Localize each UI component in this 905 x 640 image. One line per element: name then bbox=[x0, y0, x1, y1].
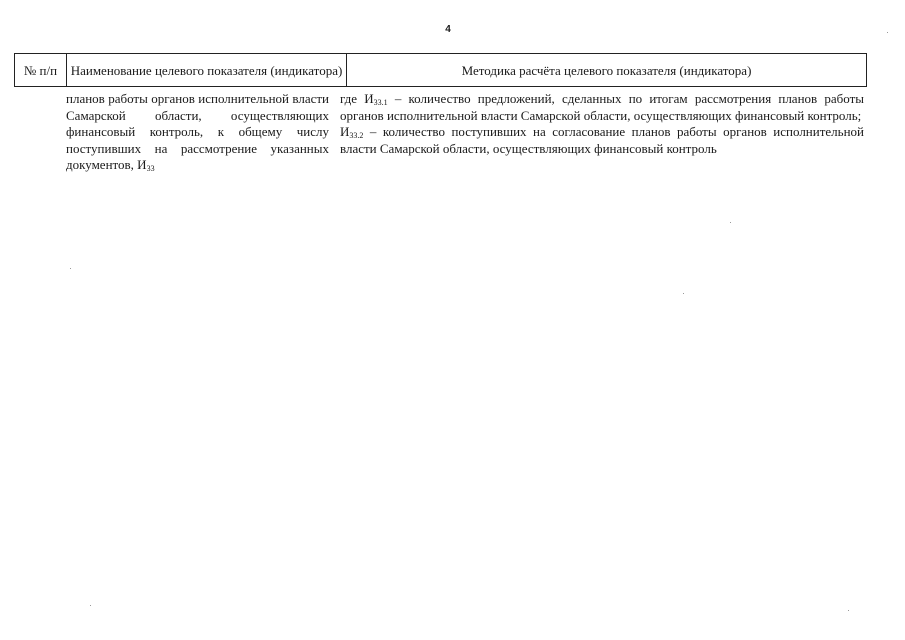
method-definition-1 bbox=[340, 91, 864, 124]
column-header-calculation-method: Методика расчёта целевого показателя (индикатора) bbox=[347, 54, 867, 87]
scan-speck bbox=[848, 610, 849, 611]
method-definition-2-prefix: И bbox=[340, 124, 350, 139]
method-definition-1-prefix: где И bbox=[340, 91, 374, 106]
page-number: 4 bbox=[445, 24, 451, 35]
scan-speck bbox=[70, 268, 71, 269]
indicator-table-header bbox=[14, 53, 867, 87]
indicator-name-text: планов работы органов исполнительной власти Самарской области, осуществляющих финансовый контроль, к общему числу поступивших на рассмотрение указанных документов, И bbox=[66, 91, 329, 172]
method-definition-1-text: – количество предложений, сделанных по итогам рассмотрения планов работы органов исполнительной власти Самарской области, осуществляющих финансовый контроль; bbox=[340, 91, 864, 123]
method-definition-2-subscript: 33.2 bbox=[349, 131, 364, 140]
column-header-indicator-name: Наименование целевого показателя (индикатора) bbox=[67, 54, 347, 87]
scan-speck bbox=[887, 32, 888, 33]
method-definition-2-text: – количество поступивших на согласование планов работы органов исполнительной власти Самарской области, осуществляющих финансовый контроль bbox=[340, 124, 864, 156]
indicator-name-cell bbox=[66, 91, 329, 174]
scan-speck bbox=[730, 222, 731, 223]
scan-speck bbox=[683, 293, 684, 294]
method-definition-1-subscript: 33.1 bbox=[373, 98, 388, 107]
indicator-name-subscript: 33 bbox=[146, 164, 155, 173]
method-definition-2 bbox=[340, 124, 864, 157]
calculation-method-cell bbox=[340, 91, 864, 157]
column-header-number: № п/п bbox=[15, 54, 67, 87]
scan-speck bbox=[90, 605, 91, 606]
